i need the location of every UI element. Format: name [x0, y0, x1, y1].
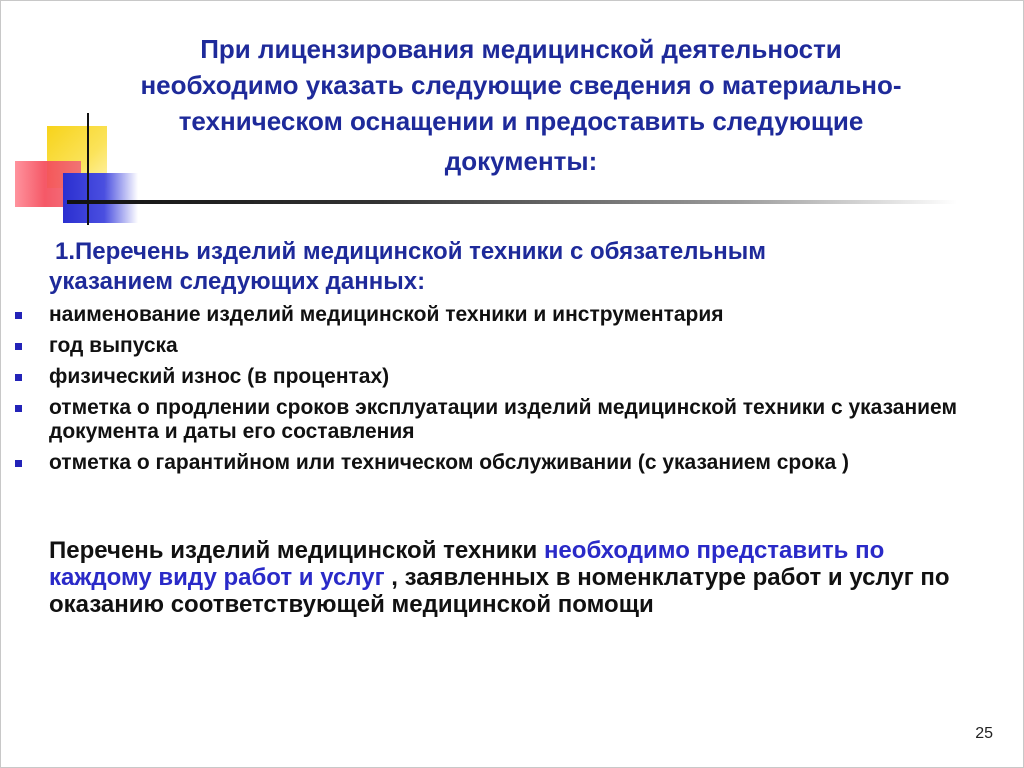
- section-heading: [49, 237, 999, 297]
- title-line-1: При лицензирования медицинской деятельности: [200, 34, 842, 64]
- decorative-blue-square: [63, 173, 138, 223]
- requirements-list: [15, 303, 1005, 482]
- title-line-3: техническом оснащении и предоставить следующие: [178, 106, 864, 136]
- list-item: [15, 365, 1005, 389]
- list-item-text: отметка о продлении сроков эксплуатации изделий медицинской техники с указанием документа и даты его составления: [49, 396, 957, 443]
- bullet-square-icon: [15, 460, 22, 467]
- bullet-square-icon: [15, 374, 22, 381]
- list-item: [15, 334, 1005, 358]
- title-line-2: необходимо указать следующие сведения о материально-: [140, 70, 902, 100]
- summary-paragraph: [49, 537, 989, 618]
- page-number: 25: [975, 725, 993, 742]
- section-heading-line-1: 1.Перечень изделий медицинской техники с обязательным: [55, 238, 766, 265]
- list-item: [15, 451, 1005, 475]
- bullet-square-icon: [15, 343, 22, 350]
- slide-title: [41, 31, 1001, 179]
- list-item: [15, 303, 1005, 327]
- list-item: [15, 396, 1005, 444]
- list-item-text: наименование изделий медицинской техники и инструментария: [49, 303, 724, 326]
- title-underline: [67, 200, 957, 204]
- paragraph-part-1: Перечень изделий медицинской техники: [49, 537, 544, 564]
- bullet-square-icon: [15, 405, 22, 412]
- paragraph-highlight: необходимо представить по каждому виду работ и услуг: [49, 537, 885, 591]
- bullet-square-icon: [15, 312, 22, 319]
- title-line-4: документы:: [444, 146, 598, 176]
- list-item-text: отметка о гарантийном или техническом обслуживании (с указанием срока ): [49, 451, 850, 474]
- section-heading-line-2: указанием следующих данных:: [49, 268, 426, 295]
- paragraph-part-2: , заявленных в номенклатуре работ и услуг по оказанию соответствующей медицинской помощи: [49, 564, 950, 618]
- list-item-text: год выпуска: [49, 334, 178, 357]
- list-item-text: физический износ (в процентах): [49, 365, 390, 388]
